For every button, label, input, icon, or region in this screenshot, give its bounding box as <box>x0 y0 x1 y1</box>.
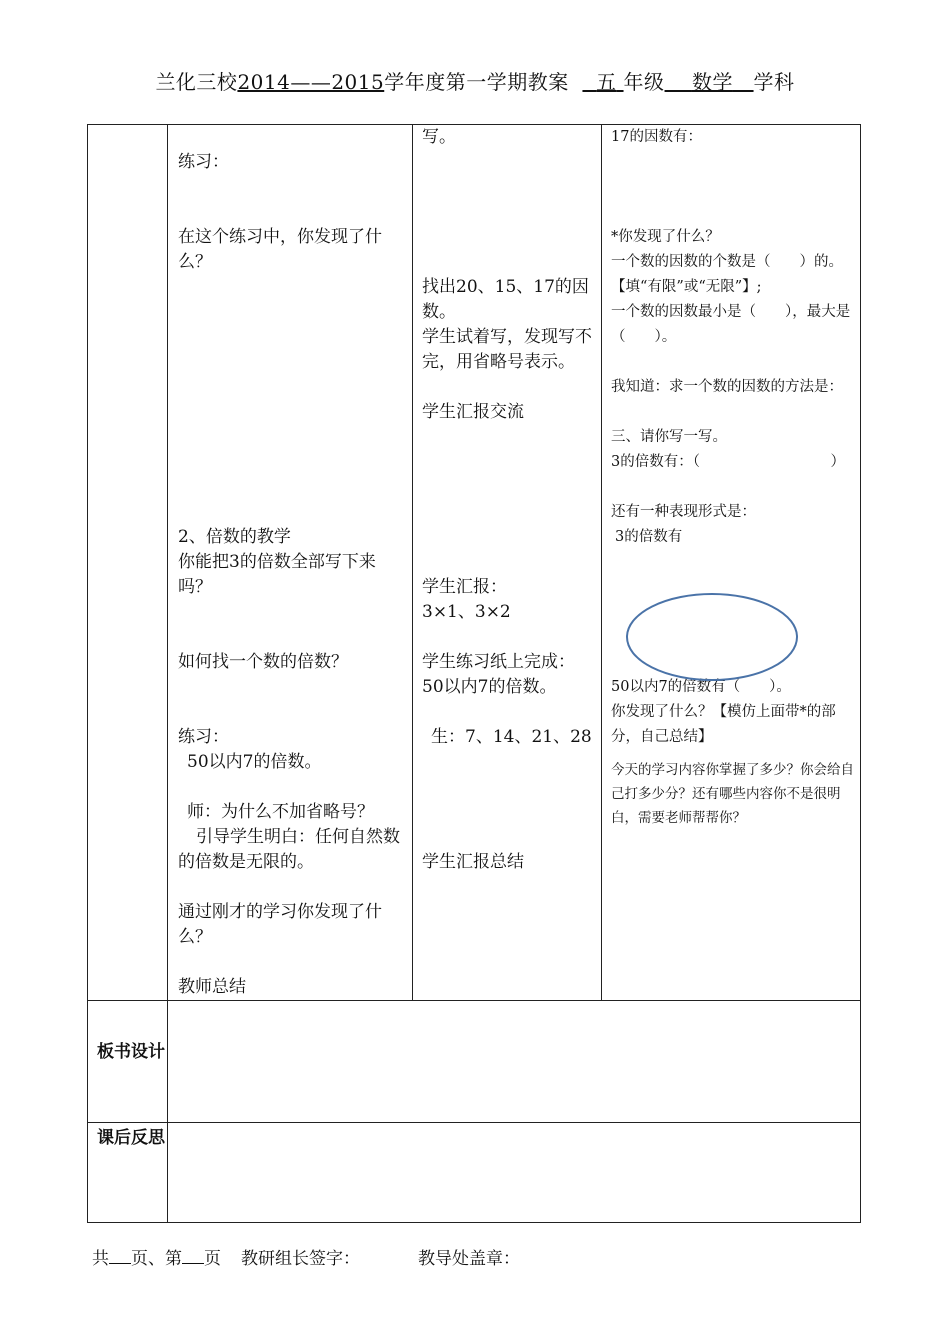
teacher-activity-cell <box>168 125 413 1001</box>
discover-question: 在这个练习中，你发现了什么？ <box>178 227 382 272</box>
guide-text: 引导学生明白：任何自然数的倍数是无限的。 <box>178 827 400 872</box>
multiples-set-ellipse <box>624 591 800 683</box>
subject-label: 学科 <box>753 70 795 94</box>
blank-label-cell <box>88 125 168 1001</box>
report-summary: 学生汇报总结 <box>422 852 524 872</box>
practice2-task: 50以内7的倍数。 <box>187 752 322 772</box>
student-activity-cell <box>413 125 602 1001</box>
find-multiple-question: 如何找一个数的倍数？ <box>178 652 348 672</box>
self-reflection-prompt: 今天的学习内容你掌握了多少？你会给自己打多少分？还有哪些内容你不是很明白，需要老师帮帮你？ <box>611 762 854 826</box>
reflection-row <box>88 1123 861 1223</box>
practice-label: 练习： <box>178 152 229 172</box>
factor-min-max: 一个数的因数最小是（ ），最大是（ ）。 <box>611 304 851 345</box>
page-header <box>0 66 950 95</box>
multiples-of-3: 3的倍数有：（ ） <box>611 454 845 470</box>
board-design-label-cell <box>88 1001 168 1123</box>
year-range: 2014——2015 <box>237 70 385 94</box>
reflection-label: 课后反思 <box>97 1128 165 1148</box>
report-exchange: 学生汇报交流 <box>422 402 524 422</box>
practice-task: 50以内7的倍数。 <box>422 677 557 697</box>
school-name: 兰化三校 <box>155 70 238 94</box>
worksheet-discover2: 你发现了什么？【模仿上面带*的部分，自己总结】 <box>611 704 836 745</box>
teacher-summary: 教师总结 <box>178 977 246 997</box>
report-example: 3×1、3×2 <box>422 602 511 622</box>
teacher-question: 师：为什么不加省略号？ <box>187 802 374 822</box>
section2-question: 你能把3的倍数全部写下来吗？ <box>178 552 376 597</box>
factor-count-line: 一个数的因数的个数是（ ）的。 <box>611 254 843 270</box>
footer-page: 页 <box>204 1249 221 1269</box>
practice2-label: 练习： <box>178 727 229 747</box>
board-design-content <box>168 1001 861 1123</box>
page-footer <box>92 1244 520 1269</box>
leader-signature: 教研组长签字： <box>241 1249 360 1269</box>
footer-total: 共 <box>92 1249 109 1269</box>
find-factors: 找出20、15、17的因数。 <box>422 277 589 322</box>
multiples-3-set-label: 3的倍数有 <box>615 529 683 545</box>
another-form: 还有一种表现形式是： <box>611 504 756 520</box>
footer-pages: 页、第 <box>131 1249 182 1269</box>
write-text: 写。 <box>422 127 456 147</box>
worksheet-cell <box>602 125 861 1001</box>
factors-17: 17的因数有： <box>611 129 702 145</box>
reflection-label-cell <box>88 1123 168 1223</box>
term-text: 学年度第一学期教案 <box>384 70 569 94</box>
section3-title: 三、请你写一写。 <box>611 429 727 445</box>
student-answer: 生：7、14、21、28 <box>431 727 592 747</box>
total-pages-blank <box>109 1245 131 1264</box>
board-design-row <box>88 1001 861 1123</box>
student-report: 学生汇报： <box>422 577 507 597</box>
teaching-process-row <box>88 125 861 1001</box>
reflection-content <box>168 1123 861 1223</box>
factor-method: 我知道：求一个数的因数的方法是： <box>611 379 843 395</box>
board-design-label: 板书设计 <box>97 1042 165 1062</box>
discover2-question: 通过刚才的学习你发现了什么？ <box>178 902 382 947</box>
worksheet-discover: *你发现了什么？ <box>611 229 720 245</box>
grade-value: 五 <box>596 70 617 94</box>
office-stamp: 教导处盖章： <box>418 1249 520 1269</box>
fill-hint: 【填“有限”或“无限”】; <box>611 279 762 295</box>
section2-title: 2、倍数的教学 <box>178 527 291 547</box>
practice-paper: 学生练习纸上完成： <box>422 652 575 672</box>
subject-value: 数学 <box>691 70 733 94</box>
page-number-blank <box>182 1245 204 1264</box>
try-write: 学生试着写，发现写不完，用省略号表示。 <box>422 327 592 372</box>
grade-label: 年级 <box>623 70 665 94</box>
within-50-multiples: 50以内7的倍数有（ ）。 <box>611 679 791 695</box>
lesson-plan-table <box>87 124 861 1223</box>
